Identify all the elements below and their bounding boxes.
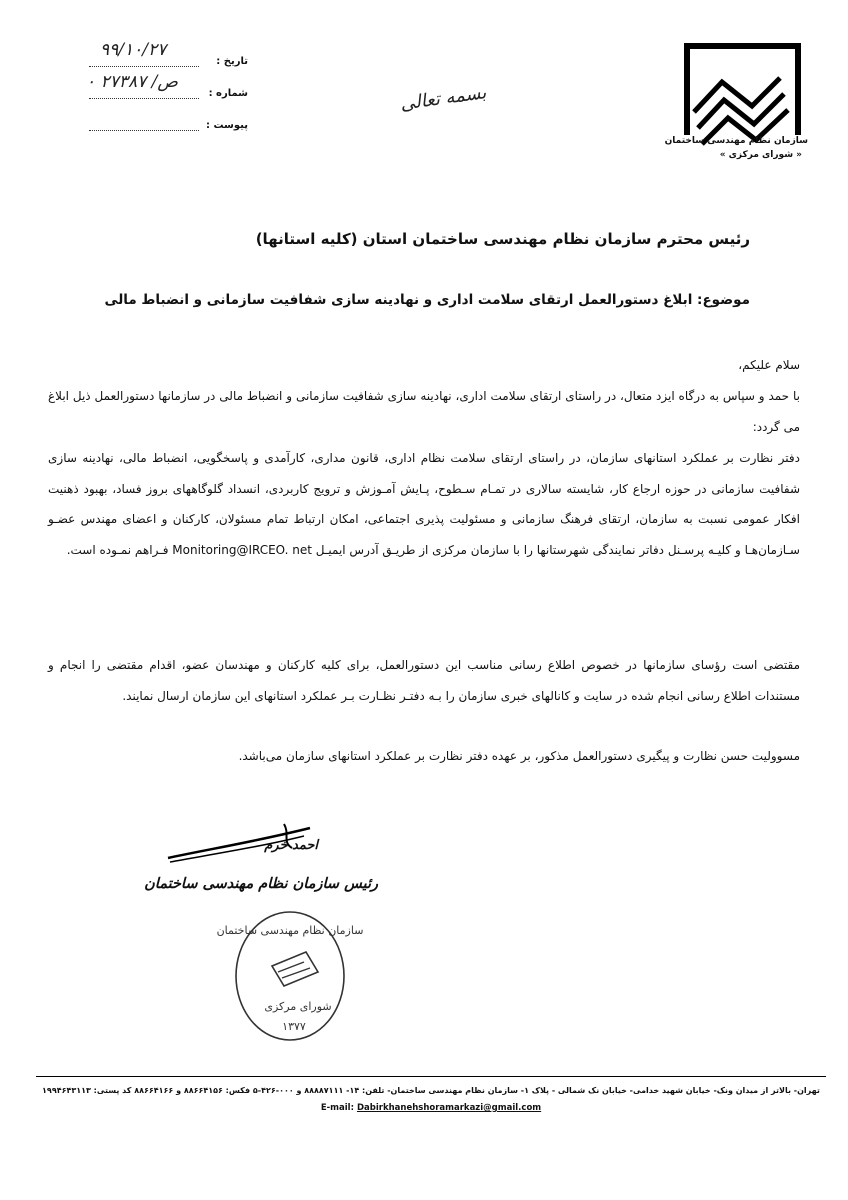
org-subtitle: « شورای مرکزی » xyxy=(719,150,802,160)
paragraph-instructions: مقتضی است رؤسای سازمانها در خصوص اطلاع رسانی مناسب این دستورالعمل، برای کلیه کارکنان و مهندسان عضو، اقدام مقتضی را انجام و مستندات اطلاع رسانی انجام شده در سایت و کانالهای خبری سازمان را بـه دفتـر نظـارت بـر عملکرد استانهای این سازمان ارسال نمایند. xyxy=(48,658,800,703)
paragraph-responsibility: مسوولیت حسن نظارت و پیگیری دستورالعمل مذکور، بر عهده دفتر نظارت بر عملکرد استانهای سازمان می‌باشد. xyxy=(238,749,800,763)
stamp-year: ۱۳۷۷ xyxy=(282,1020,306,1033)
number-value: ۰ ص/ ۲۷۳۸۷ xyxy=(86,72,178,92)
recipient-heading: رئیس محترم سازمان نظام مهندسی ساختمان استان (کلیه استانها) xyxy=(255,230,750,248)
date-value: ۹۹/۱۰/۲۷ xyxy=(100,40,167,60)
date-label: تاریخ : xyxy=(216,56,248,67)
bismillah-heading: بسمه تعالی xyxy=(398,82,488,115)
footer-email-line xyxy=(36,1103,826,1113)
paragraph-monitoring: دفتر نظارت بر عملکرد استانهای سازمان، در راستای ارتقای سلامت نظام اداری، قانون مداری، کارآمدی و پاسخگویی، انضباط مالی، نهادینه سازی شفافیت سازمانی در حوزه ارجاع کار، شایسته سالاری در تمـام سـطوح، پـایش آمـوزش و ترویج کاربردی، انسداد گلوگاههای بروز فساد، بهبود ذهنیت افکار عمومی نسبت به سازمان، ارتقای فرهنگ سازمانی و مسئولیت پذیری اجتماعی، امکان ارتباط تمام مسئولان، کارکنان و اعضای مهندس عضـو سـازمان‌هـا و کلیـه پرسـنل دفاتر نمایندگی شهرستانها را با سازمان مرکزی از طریـق آدرس ایمیـل Monitoring@IRCEO. net فـراهم نمـوده است. xyxy=(48,451,800,557)
stamp-ring-text: سازمان نظام مهندسی ساختمان xyxy=(216,924,364,937)
paragraph-intro: با حمد و سپاس به درگاه ایزد متعال، در راستای ارتقای سلامت اداری، نهادینه سازی شفافیت سازمانی و انضباط مالی در سازمانها دستورالعمل ذیل ابلاغ می گردد: xyxy=(48,389,800,434)
footer-address: تهران- بالاتر از میدان ونک- خیابان شهید خدامی- خیابان نک شمالی - پلاک ۱- سازمان نظام مهندسی ساختمان- تلفن: ۱۴- ۸۸۸۸۷۱۱۱ و ۰۰۰-۴۲۶-۵ فکس: ۸۸۶۶۴۱۵۶ و ۸۸۶۶۴۱۶۶ کد پستی: ۱۹۹۴۶۴۳۱۱۳ xyxy=(42,1086,820,1095)
official-seal-stamp xyxy=(216,908,364,1044)
email-link[interactable]: Dabirkhanehshoramarkazi@gmail.com xyxy=(356,1103,542,1113)
attachment-label: پیوست : xyxy=(205,120,248,131)
stamp-center-text: شورای مرکزی xyxy=(264,1000,332,1013)
subject-line: موضوع: ابلاغ دستورالعمل ارتقای سلامت اداری و نهادینه سازی شفافیت سازمانی و انضباط مالی xyxy=(104,292,750,308)
signatory-title: رئیس سازمان نظام مهندسی ساختمان xyxy=(144,876,378,892)
footer-divider xyxy=(36,1076,826,1077)
attachment-row xyxy=(89,118,248,131)
greeting: سلام علیکم، xyxy=(738,358,800,372)
number-label: شماره : xyxy=(208,88,248,99)
org-name: سازمان نظام مهندسی ساختمان xyxy=(664,136,808,146)
email-label: E-mail: xyxy=(320,1103,354,1113)
signatory-name: احمد خرم xyxy=(264,838,318,853)
attachment-line xyxy=(89,118,199,131)
